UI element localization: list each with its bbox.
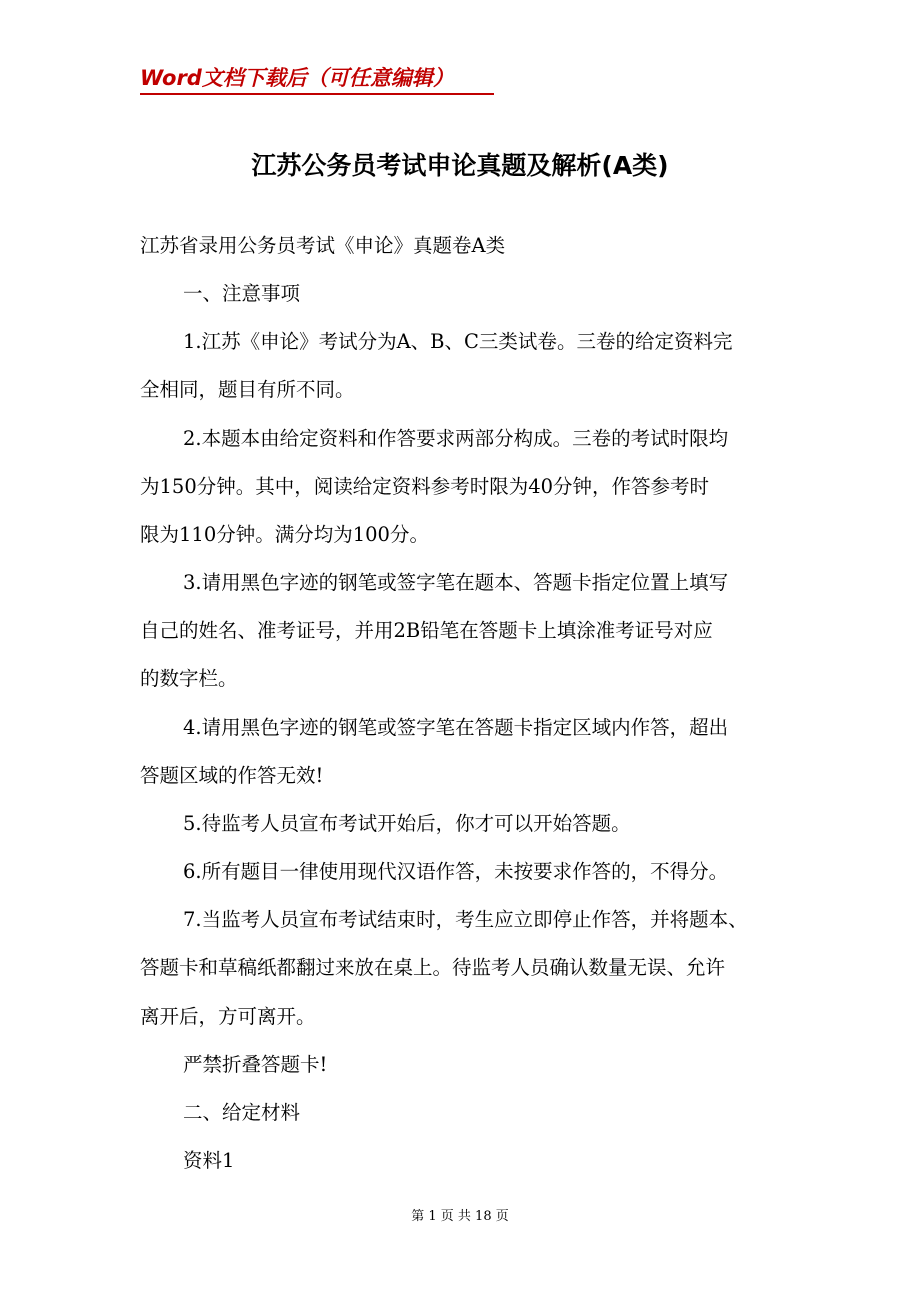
download-banner-text: Word文档下载后（可任意编辑）	[140, 66, 454, 90]
item-2-line-2: 为150分钟。其中，阅读给定资料参考时限为40分钟，作答参考时	[140, 475, 710, 498]
page-number-footer: 第 1 页 共 18 页	[411, 1209, 509, 1224]
item-7-line-1: 7.当监考人员宣布考试结束时，考生应立即停止作答，并将题本、	[183, 908, 748, 931]
item-1-line-2: 全相同，题目有所不同。	[140, 378, 355, 401]
item-7-line-3: 离开后，方可离开。	[140, 1005, 316, 1028]
item-3-line-1: 3.请用黑色字迹的钢笔或签字笔在题本、答题卡指定位置上填写	[183, 571, 729, 594]
item-1-line-1: 1.江苏《申论》考试分为A、B、C三类试卷。三卷的给定资料完	[183, 330, 733, 353]
banner-underline	[140, 93, 494, 95]
item-5-line-1: 5.待监考人员宣布考试开始后，你才可以开始答题。	[183, 812, 631, 835]
item-3-line-3: 的数字栏。	[140, 667, 238, 690]
item-6-line-1: 6.所有题目一律使用现代汉语作答，未按要求作答的，不得分。	[183, 860, 729, 883]
item-4-line-1: 4.请用黑色字迹的钢笔或签字笔在答题卡指定区域内作答，超出	[183, 716, 729, 739]
item-3-line-2: 自己的姓名、准考证号，并用2B铅笔在答题卡上填涂准考证号对应	[140, 619, 713, 642]
section-heading-notes: 一、注意事项	[183, 282, 301, 305]
download-banner	[140, 64, 492, 96]
warning-text: 严禁折叠答题卡!	[183, 1053, 328, 1076]
item-7-line-2: 答题卡和草稿纸都翻过来放在桌上。待监考人员确认数量无误、允许	[140, 956, 726, 979]
section-heading-materials: 二、给定材料	[183, 1101, 301, 1124]
item-2-line-3: 限为110分钟。满分均为100分。	[140, 523, 429, 546]
item-4-line-2: 答题区域的作答无效!	[140, 764, 324, 787]
material-label: 资料1	[183, 1149, 235, 1172]
item-2-line-1: 2.本题本由给定资料和作答要求两部分构成。三卷的考试时限均	[183, 427, 729, 450]
document-title: 江苏公务员考试申论真题及解析(A类)	[251, 151, 669, 180]
document-subtitle: 江苏省录用公务员考试《申论》真题卷A类	[140, 234, 506, 257]
